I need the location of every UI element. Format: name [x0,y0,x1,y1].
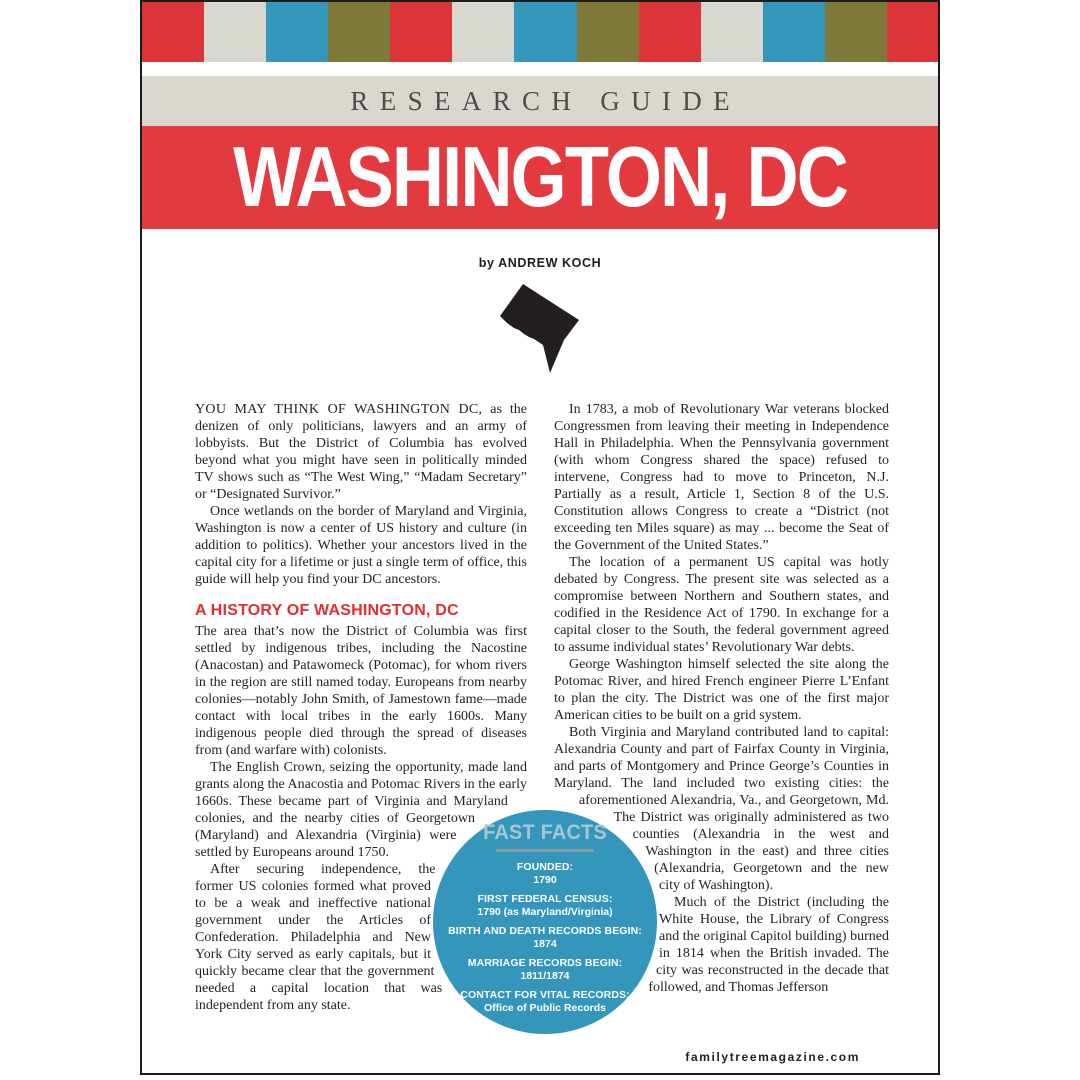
fast-fact-value: 1874 [533,938,557,951]
kicker-text: RESEARCH GUIDE [350,85,741,116]
paragraph: In 1783, a mob of Revolutionary War veterans blocked Congressmen from leaving their meeting in Independence Hall in Philadelphia. When the Pennsylvania government (with whom Congress shared the space) refused to intervene, Congress had to move to Princeton, N.J. Partially as a result, Article 1, Section 8 of the U.S. Constitution allows Congress to create a “District (not exceeding ten Miles square) as may ... become the Seat of the Government of the United States.” [554,402,889,553]
fast-fact-value: Office of Public Records [484,1002,606,1015]
fast-facts-divider [496,849,594,852]
fast-fact [433,861,657,887]
kicker-band [142,76,938,126]
paragraph: Once wetlands on the border of Maryland and Virginia, Washington is now a center of US history and culture (in addition to politics). Whether your ancestors lived in the capital city for a lifetime or just a single term of office, this guide will help you find your DC ancestors. [195,504,527,587]
flag-block-olive [328,2,390,62]
flag-block-cream [701,2,763,62]
footer-website: familytreemagazine.com [685,1050,860,1064]
fast-fact-label: CONTACT FOR VITAL RECORDS: [460,989,630,1002]
fast-fact-value: 1790 (as Maryland/Virginia) [477,906,613,919]
fast-fact-label: FIRST FEDERAL CENSUS: [477,893,613,906]
fast-fact [433,925,657,951]
paragraph: Much of the District (including the White House, the Library of Congress and the original Capitol building) burned in 1814 when the British invaded. The city was reconstructed in the decade that followed, and Thomas Jefferson [648,895,889,995]
fast-fact-label: BIRTH AND DEATH RECORDS BEGIN: [448,925,642,938]
flag-block-red [887,2,938,62]
paragraph: Both Virginia and Maryland contributed land to capital: Alexandria County and part of Fairfax County in Virginia, and parts of Montgomery and Prince George’s Counties in Maryland. The land included two existing cities: the aforementioned Alexandria, Va., and Georgetown, Md. The District was originally administered as two counties (Alexandria in the west and Washington in the east) and three cities (Alexandria, Georgetown and the new city of Washington). [554,725,889,893]
section-heading: A HISTORY OF WASHINGTON, DC [195,602,459,619]
paragraph: The location of a permanent US capital was hotly debated by Congress. The present site was selected as a compromise between Northern and Southern states, and codified in the Residence Act of 1790. In exchange for a capital closer to the South, the federal government agreed to assume individual states’ Revolutionary War debts. [554,555,889,655]
flag-block-blue [514,2,576,62]
fast-fact-value: 1811/1874 [520,970,570,983]
paragraph: The area that’s now the District of Columbia was first settled by indigenous tribes, including the Nacostine (Anacostan) and Patawomeck (Potomac), for whom rivers in the region are still named today. Europeans from nearby colonies—notably John Smith, of Jamestown fame—made contact with local tribes in the early 1600s. Many indigenous people died through the spread of diseases from (and warfare with) colonists. [195,624,527,758]
page-title: WASHINGTON, DC [233,129,847,225]
fast-fact [433,957,657,983]
flag-block-olive [825,2,887,62]
flag-block-blue [763,2,825,62]
flag-block-red [639,2,701,62]
fast-fact [433,989,657,1015]
dc-flag-color-strip [142,2,938,62]
fast-fact-label: FOUNDED: [516,861,574,874]
byline [142,256,938,270]
flag-block-cream [204,2,266,62]
fast-facts-title: FAST FACTS [483,821,607,844]
fast-fact-label: MARRIAGE RECORDS BEGIN: [467,957,623,970]
byline-author: ANDREW KOCH [498,256,602,270]
lead-in-caps: YOU MAY THINK OF WASHINGTON DC, [195,402,483,417]
dc-map-silhouette-icon [497,282,582,377]
page [140,0,940,1075]
flag-block-olive [577,2,639,62]
fast-fact-value: 1790 [533,874,557,887]
flag-block-red [142,2,204,62]
paragraph: After securing independence, the former US colonies formed what proved to be a weak and ineffective national government under the Articles of Confederation. Philadelphia and New York City served as early capitals, but it quickly became clear that the government needed a capital location that was independent from any state. [195,862,443,1013]
flag-block-blue [266,2,328,62]
flag-block-cream [452,2,514,62]
flag-block-red [390,2,452,62]
title-band [142,126,938,229]
fast-facts-circle [433,810,657,1034]
paragraph-text: as the denizen of only politicians, lawyers and an army of lobbyists. But the District of Columbia has evolved beyond what you might have seen in politically minded TV shows such as “The West Wing,” “Madam Secretary” or “Designated Survivor.” [195,402,527,502]
byline-prefix: by [478,256,495,270]
white-gap [142,62,938,76]
paragraph: The English Crown, seizing the opportunity, made land grants along the Anacostia and Potomac Rivers in the early 1660s. These became part of Virginia and Maryland colonies, and the nearby cities of Georgetown (Maryland) and Alexandria (Virginia) were settled by Europeans around 1750. [195,760,527,860]
paragraph: George Washington himself selected the site along the Potomac River, and hired French engineer Pierre L’Enfant to plan the city. The District was one of the first major American cities to be built on a grid system. [554,657,889,723]
fast-fact [433,893,657,919]
